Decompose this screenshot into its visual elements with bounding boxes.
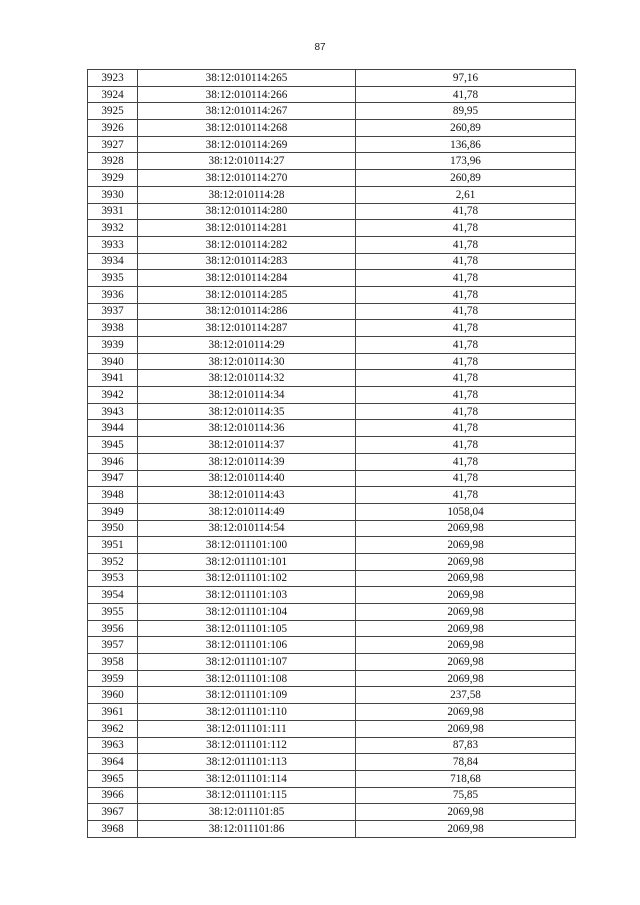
row-number-cell: 3929: [88, 170, 138, 187]
row-number-cell: 3960: [88, 687, 138, 704]
row-number-cell: 3932: [88, 220, 138, 237]
cadastral-number-cell: 38:12:010114:269: [138, 136, 356, 153]
table-body: [88, 70, 576, 838]
value-cell: 41,78: [356, 303, 576, 320]
row-number-cell: 3966: [88, 787, 138, 804]
table-row: [88, 337, 576, 354]
value-cell: 41,78: [356, 387, 576, 404]
table-row: [88, 503, 576, 520]
row-number-cell: 3942: [88, 387, 138, 404]
cadastral-number-cell: 38:12:011101:100: [138, 537, 356, 554]
cadastral-number-cell: 38:12:010114:280: [138, 203, 356, 220]
row-number-cell: 3962: [88, 720, 138, 737]
value-cell: 41,78: [356, 253, 576, 270]
value-cell: 2069,98: [356, 620, 576, 637]
row-number-cell: 3928: [88, 153, 138, 170]
table-row: [88, 420, 576, 437]
table-row: [88, 820, 576, 837]
table-row: [88, 353, 576, 370]
table-row: [88, 387, 576, 404]
cadastral-number-cell: 38:12:010114:287: [138, 320, 356, 337]
cadastral-number-cell: 38:12:010114:267: [138, 103, 356, 120]
row-number-cell: 3949: [88, 503, 138, 520]
table-row: [88, 704, 576, 721]
table-row: [88, 487, 576, 504]
table-row: [88, 570, 576, 587]
cadastral-number-cell: 38:12:010114:39: [138, 453, 356, 470]
value-cell: 41,78: [356, 86, 576, 103]
value-cell: 41,78: [356, 353, 576, 370]
cadastral-number-cell: 38:12:011101:107: [138, 654, 356, 671]
table-row: [88, 453, 576, 470]
row-number-cell: 3937: [88, 303, 138, 320]
row-number-cell: 3940: [88, 353, 138, 370]
cadastral-number-cell: 38:12:011101:105: [138, 620, 356, 637]
row-number-cell: 3930: [88, 186, 138, 203]
value-cell: 2069,98: [356, 570, 576, 587]
value-cell: 2069,98: [356, 637, 576, 654]
cadastral-number-cell: 38:12:011101:109: [138, 687, 356, 704]
row-number-cell: 3939: [88, 337, 138, 354]
value-cell: 41,78: [356, 403, 576, 420]
table-row: [88, 86, 576, 103]
cadastral-number-cell: 38:12:010114:27: [138, 153, 356, 170]
table-row: [88, 203, 576, 220]
table-row: [88, 186, 576, 203]
row-number-cell: 3943: [88, 403, 138, 420]
row-number-cell: 3951: [88, 537, 138, 554]
value-cell: 2069,98: [356, 604, 576, 621]
row-number-cell: 3955: [88, 604, 138, 621]
value-cell: 41,78: [356, 220, 576, 237]
cadastral-number-cell: 38:12:010114:36: [138, 420, 356, 437]
cadastral-number-cell: 38:12:010114:37: [138, 437, 356, 454]
table-row: [88, 253, 576, 270]
cadastral-number-cell: 38:12:011101:86: [138, 820, 356, 837]
cadastral-number-cell: 38:12:010114:43: [138, 487, 356, 504]
value-cell: 87,83: [356, 737, 576, 754]
cadastral-number-cell: 38:12:011101:115: [138, 787, 356, 804]
table-row: [88, 754, 576, 771]
table-row: [88, 320, 576, 337]
table-row: [88, 587, 576, 604]
row-number-cell: 3945: [88, 437, 138, 454]
row-number-cell: 3963: [88, 737, 138, 754]
value-cell: 1058,04: [356, 503, 576, 520]
table-row: [88, 470, 576, 487]
table-row: [88, 520, 576, 537]
row-number-cell: 3967: [88, 804, 138, 821]
value-cell: 237,58: [356, 687, 576, 704]
table-row: [88, 537, 576, 554]
value-cell: 260,89: [356, 170, 576, 187]
cadastral-number-cell: 38:12:010114:283: [138, 253, 356, 270]
table-row: [88, 270, 576, 287]
cadastral-number-cell: 38:12:010114:49: [138, 503, 356, 520]
cadastral-number-cell: 38:12:011101:85: [138, 804, 356, 821]
cadastral-number-cell: 38:12:010114:34: [138, 387, 356, 404]
value-cell: 41,78: [356, 320, 576, 337]
table-row: [88, 604, 576, 621]
cadastral-number-cell: 38:12:011101:111: [138, 720, 356, 737]
row-number-cell: 3926: [88, 120, 138, 137]
table-row: [88, 720, 576, 737]
value-cell: 718,68: [356, 770, 576, 787]
cadastral-number-cell: 38:12:011101:113: [138, 754, 356, 771]
row-number-cell: 3968: [88, 820, 138, 837]
cadastral-number-cell: 38:12:011101:112: [138, 737, 356, 754]
value-cell: 41,78: [356, 470, 576, 487]
value-cell: 41,78: [356, 453, 576, 470]
cadastral-number-cell: 38:12:010114:281: [138, 220, 356, 237]
row-number-cell: 3934: [88, 253, 138, 270]
cadastral-number-cell: 38:12:010114:265: [138, 70, 356, 87]
table-row: [88, 303, 576, 320]
cadastral-number-cell: 38:12:011101:106: [138, 637, 356, 654]
table-row: [88, 236, 576, 253]
cadastral-number-cell: 38:12:010114:29: [138, 337, 356, 354]
row-number-cell: 3965: [88, 770, 138, 787]
table-row: [88, 687, 576, 704]
row-number-cell: 3956: [88, 620, 138, 637]
table-row: [88, 770, 576, 787]
table-row: [88, 170, 576, 187]
cadastral-number-cell: 38:12:010114:284: [138, 270, 356, 287]
row-number-cell: 3938: [88, 320, 138, 337]
row-number-cell: 3961: [88, 704, 138, 721]
row-number-cell: 3927: [88, 136, 138, 153]
row-number-cell: 3931: [88, 203, 138, 220]
value-cell: 41,78: [356, 370, 576, 387]
table-row: [88, 553, 576, 570]
value-cell: 41,78: [356, 270, 576, 287]
row-number-cell: 3947: [88, 470, 138, 487]
row-number-cell: 3954: [88, 587, 138, 604]
cadastral-number-cell: 38:12:011101:101: [138, 553, 356, 570]
row-number-cell: 3952: [88, 553, 138, 570]
cadastral-number-cell: 38:12:010114:282: [138, 236, 356, 253]
row-number-cell: 3946: [88, 453, 138, 470]
row-number-cell: 3950: [88, 520, 138, 537]
cadastral-number-cell: 38:12:010114:286: [138, 303, 356, 320]
row-number-cell: 3948: [88, 487, 138, 504]
table-row: [88, 70, 576, 87]
row-number-cell: 3944: [88, 420, 138, 437]
row-number-cell: 3953: [88, 570, 138, 587]
value-cell: 2069,98: [356, 670, 576, 687]
value-cell: 89,95: [356, 103, 576, 120]
row-number-cell: 3941: [88, 370, 138, 387]
row-number-cell: 3959: [88, 670, 138, 687]
cadastral-number-cell: 38:12:010114:285: [138, 286, 356, 303]
page-number: 87: [314, 42, 326, 53]
value-cell: 41,78: [356, 236, 576, 253]
table-row: [88, 103, 576, 120]
table-row: [88, 120, 576, 137]
value-cell: 75,85: [356, 787, 576, 804]
table-row: [88, 286, 576, 303]
cadastral-number-cell: 38:12:010114:32: [138, 370, 356, 387]
row-number-cell: 3923: [88, 70, 138, 87]
cadastral-number-cell: 38:12:011101:103: [138, 587, 356, 604]
cadastral-number-cell: 38:12:011101:104: [138, 604, 356, 621]
value-cell: 2069,98: [356, 820, 576, 837]
cadastral-number-cell: 38:12:010114:268: [138, 120, 356, 137]
cadastral-value-table: [87, 69, 576, 838]
row-number-cell: 3936: [88, 286, 138, 303]
value-cell: 41,78: [356, 420, 576, 437]
value-cell: 2069,98: [356, 804, 576, 821]
table-row: [88, 136, 576, 153]
value-cell: 41,78: [356, 437, 576, 454]
value-cell: 41,78: [356, 487, 576, 504]
table-row: [88, 403, 576, 420]
row-number-cell: 3964: [88, 754, 138, 771]
cadastral-number-cell: 38:12:010114:30: [138, 353, 356, 370]
row-number-cell: 3924: [88, 86, 138, 103]
cadastral-number-cell: 38:12:010114:54: [138, 520, 356, 537]
value-cell: 2069,98: [356, 553, 576, 570]
row-number-cell: 3933: [88, 236, 138, 253]
table-row: [88, 620, 576, 637]
value-cell: 2069,98: [356, 704, 576, 721]
value-cell: 2069,98: [356, 520, 576, 537]
cadastral-number-cell: 38:12:011101:102: [138, 570, 356, 587]
table-row: [88, 153, 576, 170]
cadastral-number-cell: 38:12:010114:35: [138, 403, 356, 420]
cadastral-number-cell: 38:12:010114:40: [138, 470, 356, 487]
cadastral-number-cell: 38:12:011101:110: [138, 704, 356, 721]
table-row: [88, 737, 576, 754]
table-row: [88, 654, 576, 671]
table-row: [88, 437, 576, 454]
table-row: [88, 637, 576, 654]
cadastral-number-cell: 38:12:011101:108: [138, 670, 356, 687]
cadastral-number-cell: 38:12:010114:28: [138, 186, 356, 203]
value-cell: 2069,98: [356, 537, 576, 554]
value-cell: 173,96: [356, 153, 576, 170]
row-number-cell: 3957: [88, 637, 138, 654]
value-cell: 2069,98: [356, 654, 576, 671]
table-row: [88, 670, 576, 687]
cadastral-number-cell: 38:12:010114:266: [138, 86, 356, 103]
value-cell: 2069,98: [356, 720, 576, 737]
value-cell: 97,16: [356, 70, 576, 87]
table-row: [88, 220, 576, 237]
cadastral-number-cell: 38:12:011101:114: [138, 770, 356, 787]
cadastral-number-cell: 38:12:010114:270: [138, 170, 356, 187]
value-cell: 2069,98: [356, 587, 576, 604]
table-row: [88, 370, 576, 387]
value-cell: 260,89: [356, 120, 576, 137]
row-number-cell: 3958: [88, 654, 138, 671]
value-cell: 2,61: [356, 186, 576, 203]
value-cell: 136,86: [356, 136, 576, 153]
value-cell: 41,78: [356, 286, 576, 303]
value-cell: 41,78: [356, 337, 576, 354]
row-number-cell: 3925: [88, 103, 138, 120]
row-number-cell: 3935: [88, 270, 138, 287]
value-cell: 41,78: [356, 203, 576, 220]
table-row: [88, 804, 576, 821]
table-row: [88, 787, 576, 804]
value-cell: 78,84: [356, 754, 576, 771]
